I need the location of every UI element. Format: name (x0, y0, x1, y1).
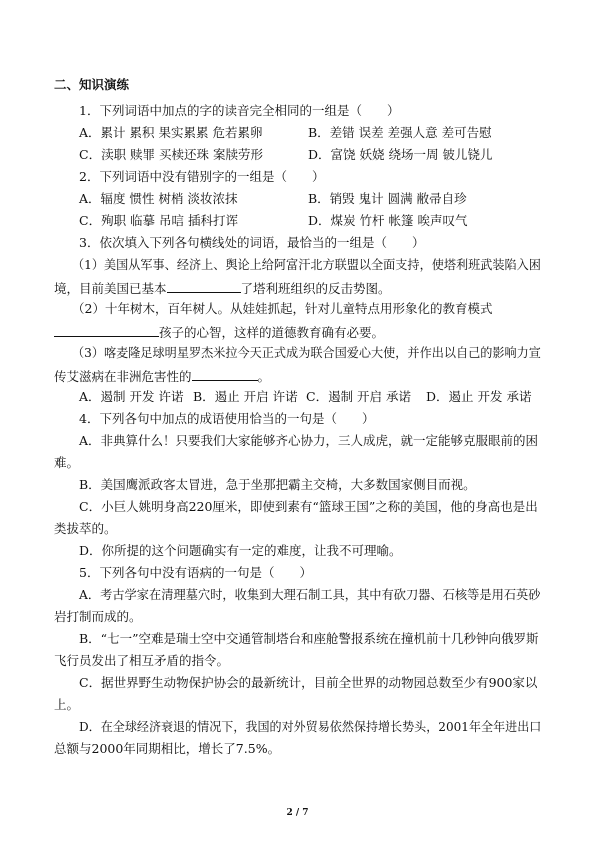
q3-sentence-1-text-a: 境，目前美国已基本 (54, 281, 167, 296)
q5-option-a-line-1: A．考古学家在清理墓穴时，收集到大理石制工具，其中有砍刀器、石核等是用石英砂 (79, 587, 541, 602)
q3-sentence-3-line-1: （3）喀麦隆足球明星罗杰米拉今天正式成为联合国爱心大使，并作出以自己的影响力宣 (72, 345, 541, 360)
q2-option-d: D．煤炭 竹杆 帐篷 唉声叹气 (308, 213, 468, 228)
q4-option-d: D．你所提的这个问题确实有一定的难度，让我不可理喻。 (79, 543, 402, 558)
q5-option-c-line-2: 上。 (54, 697, 80, 712)
q1-option-a: A．累计 累积 果实累累 危若累卵 (79, 125, 263, 140)
q4-option-c-line-2: 类拔萃的。 (54, 521, 117, 536)
q3-sentence-1-text-b: 了塔利班组织的反击势图。 (240, 281, 391, 296)
q3-option-c: C．遏制 开启 承诺 (306, 389, 412, 404)
q5-option-b-line-2: 飞行员发出了相互矛盾的指令。 (54, 653, 230, 668)
q2-option-a: A．辐度 惯性 树梢 淡妆浓抹 (79, 191, 238, 206)
q3-sentence-2-line-1: （2）十年树木，百年树人。从娃娃抓起，针对儿童特点用形象化的教育模式 (72, 301, 493, 316)
q5-option-a-line-2: 岩打制而成的。 (54, 609, 142, 624)
q3-sentence-1-line-1: （1）美国从军事、经济上、舆论上给阿富汗北方联盟以全面支持，使塔利班武装陷入困 (72, 257, 541, 272)
q4-option-b: B．美国鹰派政客太冒进，急于坐那把霸主交椅，大多数国家侧目而视。 (79, 477, 476, 492)
q3-sentence-3-text-b: 。 (257, 369, 271, 384)
q3-sentence-2-line-2 (54, 325, 384, 340)
q2-option-b: B．销毁 鬼计 圆满 敝帚自珍 (308, 191, 467, 206)
q4-option-c-line-1: C．小巨人姚明身高220厘米，即使到素有“篮球王国”之称的美国，他的身高也是出 (79, 499, 538, 514)
q1-option-c: C．渎职 赎罪 买椟还珠 案牍劳形 (79, 147, 263, 162)
q5-stem: 5．下列各句中没有语病的一句是（ ） (79, 565, 312, 580)
q5-option-d-line-1: D．在全球经济衰退的情况下，我国的对外贸易依然保持增长势头，2001年全年进出口 (79, 719, 542, 734)
q1-stem: 1．下列词语中加点的字的读音完全相同的一组是（ ） (79, 103, 400, 118)
q3-option-b: B．遏止 开启 许诺 (193, 389, 298, 404)
q4-stem: 4．下列各句中加点的成语使用恰当的一句是（ ） (79, 411, 375, 426)
q3-sentence-2-text: 孩子的心智，这样的道德教育确有必要。 (159, 325, 385, 340)
q5-option-d-line-2: 总额与2000年同期相比，增长了7.5%。 (54, 741, 281, 756)
q1-option-d: D．富饶 妖娆 绕场一周 铍儿铙儿 (308, 147, 493, 162)
q1-option-b: B．差错 误差 差强人意 差可告慰 (308, 125, 492, 140)
q3-stem: 3．依次填入下列各句横线处的词语，最恰当的一组是（ ） (79, 235, 425, 250)
q2-option-c: C．殉职 临摹 吊唁 插科打诨 (79, 213, 238, 228)
page-number: 2 / 7 (286, 808, 309, 818)
q2-stem: 2．下列词语中没有错别字的一组是（ ） (79, 169, 325, 184)
fill-blank (192, 369, 258, 381)
section-title: 二、知识演练 (54, 77, 130, 92)
q5-option-c-line-1: C．据世界野生动物保护协会的最新统计，目前全世界的动物园总数至少有900家以 (79, 675, 538, 690)
q3-sentence-3-line-2 (54, 369, 270, 384)
fill-blank (167, 281, 241, 293)
fill-blank (54, 325, 159, 337)
q4-option-a-line-1: A．非典算什么！只要我们大家能够齐心协力，三人成虎，就一定能够克服眼前的困 (79, 433, 539, 448)
q3-sentence-1-line-2 (54, 281, 391, 296)
q3-option-d: D．遏止 开发 承诺 (426, 389, 532, 404)
q5-option-b-line-1: B．“七一”空难是瑞士空中交通管制塔台和座舱警报系统在撞机前十几秒钟向俄罗斯 (79, 631, 539, 646)
q3-sentence-3-text-a: 传艾滋病在非洲危害性的 (54, 369, 192, 384)
q4-option-a-line-2: 难。 (54, 455, 80, 470)
q3-option-a: A．遏制 开发 许诺 (79, 389, 184, 404)
